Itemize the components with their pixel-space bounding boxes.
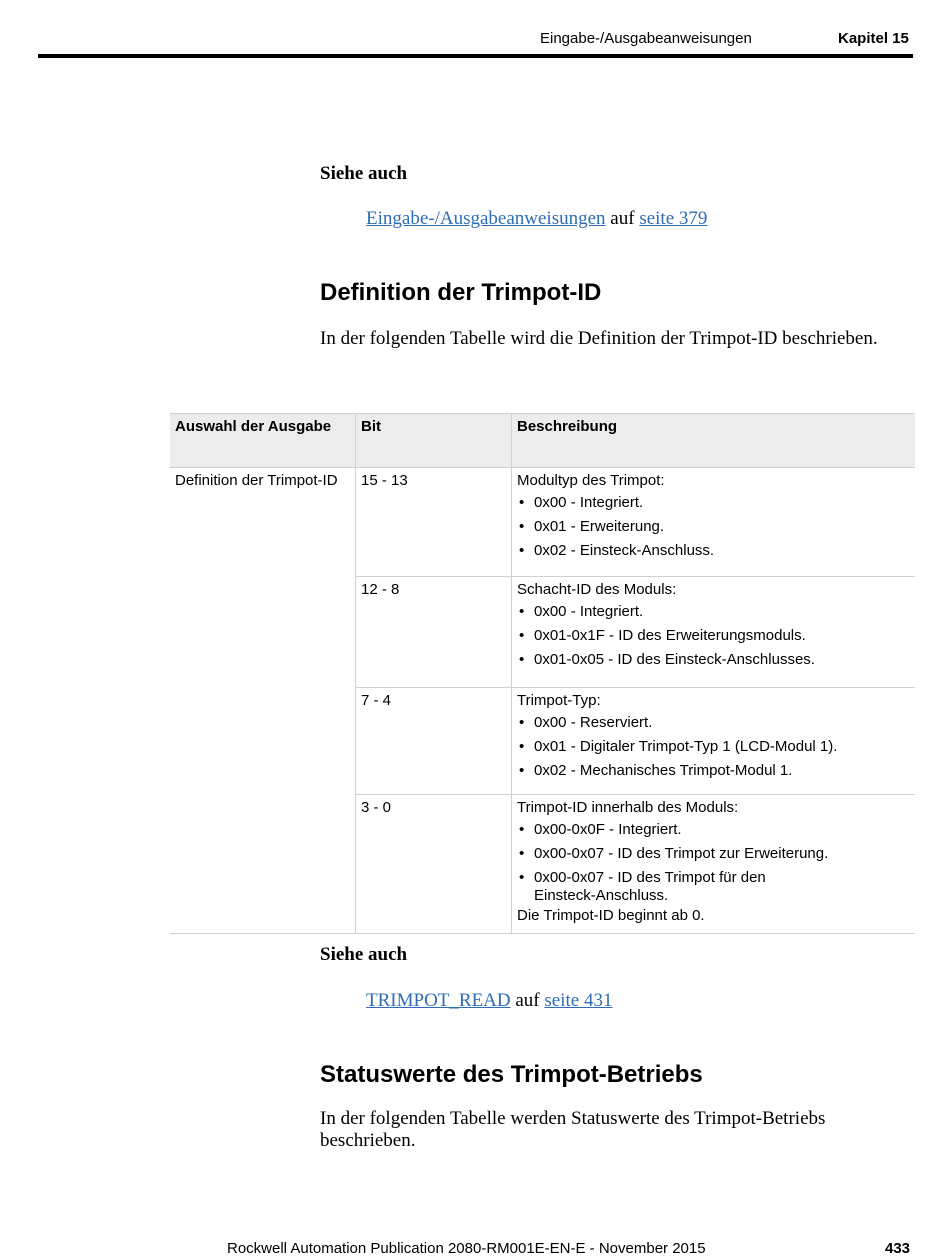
header-rule — [38, 54, 913, 58]
list-item: • 0x01-0x05 - ID des Einsteck-Anschlusses. — [534, 651, 910, 669]
xref-link-trimpot-read[interactable]: TRIMPOT_READ — [366, 990, 511, 1011]
description-cell — [512, 577, 916, 688]
list-item: • 0x00-0x07 - ID des Trimpot zur Erweiterung. — [534, 845, 910, 863]
section-intro: In der folgenden Tabelle wird die Definition der Trimpot-ID beschrieben. — [320, 328, 878, 349]
description-title: Modultyp des Trimpot: — [517, 472, 665, 489]
see-also-heading: Siehe auch — [320, 944, 408, 965]
trimpot-id-table — [170, 413, 915, 934]
see-also-reference — [366, 208, 707, 230]
section-intro: In der folgenden Tabelle werden Statuswerte des Trimpot-Betriebs beschrieben. — [320, 1108, 826, 1151]
list-item: • 0x01 - Digitaler Trimpot-Typ 1 (LCD-Modul 1). — [534, 738, 910, 756]
description-list — [517, 494, 910, 560]
description-list — [517, 603, 910, 669]
table-header-row — [170, 414, 915, 468]
table-row — [170, 468, 915, 577]
xref-mid-text: auf — [610, 208, 635, 229]
list-item: • 0x00 - Integriert. — [534, 603, 910, 621]
description-title: Schacht-ID des Moduls: — [517, 581, 677, 598]
xref-page-link[interactable]: seite 379 — [639, 208, 708, 229]
list-item: • 0x00-0x0F - Integriert. — [534, 821, 910, 839]
column-header-bit: Bit — [356, 414, 512, 468]
list-item: • 0x00-0x07 - ID des Trimpot für den Einsteck-Anschluss. — [534, 869, 804, 905]
xref-page-link[interactable]: seite 431 — [544, 990, 613, 1011]
description-title: Trimpot-ID innerhalb des Moduls: — [517, 799, 739, 816]
description-cell — [512, 795, 916, 934]
xref-link-io-instructions[interactable]: Eingabe-/Ausgabeanweisungen — [366, 208, 606, 229]
description-cell — [512, 688, 916, 795]
column-header-selection: Auswahl der Ausgabe — [170, 414, 356, 468]
description-list — [517, 821, 910, 905]
page-number: 433 — [885, 1240, 911, 1257]
bit-cell: 15 - 13 — [356, 468, 512, 577]
bit-cell: 7 - 4 — [356, 688, 512, 795]
list-item: • 0x01 - Erweiterung. — [534, 518, 910, 536]
description-cell — [512, 468, 916, 577]
list-item: • 0x00 - Integriert. — [534, 494, 910, 512]
list-item: • 0x02 - Einsteck-Anschluss. — [534, 542, 910, 560]
see-also-heading: Siehe auch — [320, 163, 408, 184]
description-note: Die Trimpot-ID beginnt ab 0. — [517, 907, 705, 924]
list-item: • 0x02 - Mechanisches Trimpot-Modul 1. — [534, 762, 910, 780]
description-title: Trimpot-Typ: — [517, 692, 601, 709]
section-title-trimpot-status: Statuswerte des Trimpot-Betriebs — [320, 1061, 703, 1088]
column-header-description: Beschreibung — [512, 414, 916, 468]
selection-cell: Definition der Trimpot-ID — [170, 468, 356, 934]
xref-mid-text: auf — [515, 990, 540, 1011]
list-item: • 0x00 - Reserviert. — [534, 714, 910, 732]
section-title-trimpot-id: Definition der Trimpot-ID — [320, 279, 602, 306]
list-item: • 0x01-0x1F - ID des Erweiterungsmoduls. — [534, 627, 910, 645]
bit-cell: 12 - 8 — [356, 577, 512, 688]
running-header-chapter: Kapitel 15 — [838, 30, 909, 47]
footer-publication: Rockwell Automation Publication 2080-RM001E-EN-E - November 2015 — [227, 1240, 706, 1257]
description-list — [517, 714, 910, 780]
bit-cell: 3 - 0 — [356, 795, 512, 934]
running-header-section: Eingabe-/Ausgabeanweisungen — [540, 30, 752, 47]
see-also-reference — [366, 990, 612, 1012]
